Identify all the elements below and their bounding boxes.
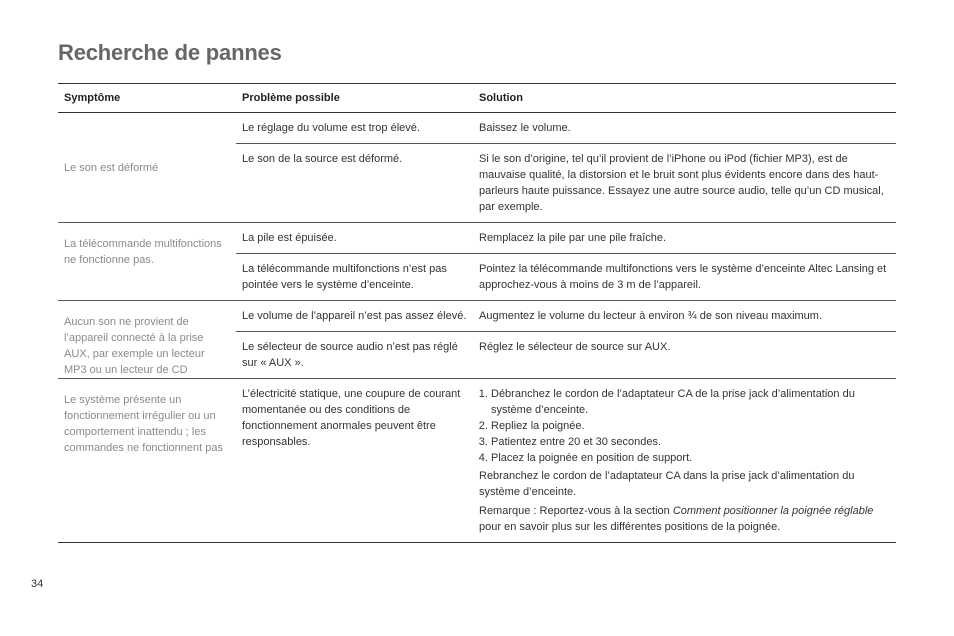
solution-cell <box>473 379 896 542</box>
solution-step: 4. Placez la poignée en position de support. <box>491 450 894 466</box>
solution-step: 1. Débranchez le cordon de l’adaptateur CA de la prise jack d’alimentation du système d’enceinte. <box>491 386 894 418</box>
problem-cell: Le son de la source est déformé. <box>242 153 403 165</box>
table-row <box>236 144 896 222</box>
problem-cell: La télécommande multifonctions n’est pas pointée vers le système d’enceinte. <box>242 263 447 291</box>
table-row <box>236 113 896 144</box>
solution-cell: Réglez le sélecteur de source sur AUX. <box>479 341 671 353</box>
solution-note <box>479 503 894 535</box>
note-section-reference: Comment positionner la poignée réglable <box>672 505 874 517</box>
solution-cell: Remplacez la pile par une pile fraîche. <box>479 232 667 244</box>
symptom-text: Le système présente un fonctionnement irrégulier ou un comportement inattendu ; les commandes ne fonctionnent pas <box>64 394 223 454</box>
problem-cell: L’électricité statique, une coupure de courant momentanée ou des conditions de fonctionnement anormales peuvent être responsables. <box>242 388 461 448</box>
symptom-cell <box>58 301 236 378</box>
page-number: 34 <box>31 578 44 590</box>
solution-cell: Si le son d’origine, tel qu’il provient de l’iPhone ou iPod (fichier MP3), est de mauvaise qualité, la distorsion et le bruit sont plus évidents encore dans des haut-parleurs haute puissance. Essayez une autre source audio, telle qu’un CD musical, par exemple. <box>479 153 884 213</box>
problem-cell: La pile est épuisée. <box>242 232 337 244</box>
header-solution: Solution <box>479 92 523 104</box>
table-row <box>236 332 896 378</box>
table-row <box>236 379 896 542</box>
table-header-row <box>58 84 896 113</box>
solution-cell: Baissez le volume. <box>479 122 571 134</box>
table-group <box>58 301 896 379</box>
table-row <box>236 301 896 332</box>
problem-cell: Le volume de l’appareil n’est pas assez élevé. <box>242 310 467 322</box>
note-suffix: pour en savoir plus sur les différentes positions de la poignée. <box>479 521 781 533</box>
symptom-text: Aucun son ne provient de l’appareil connecté à la prise AUX, par exemple un lecteur MP3 ou un lecteur de CD <box>64 316 205 376</box>
symptom-cell <box>58 223 236 300</box>
header-symptom: Symptôme <box>64 92 121 104</box>
solution-cell: Augmentez le volume du lecteur à environ ¾ de son niveau maximum. <box>479 310 823 322</box>
note-prefix: Remarque : Reportez-vous à la section <box>479 505 673 517</box>
problem-cell: Le réglage du volume est trop élevé. <box>242 122 420 134</box>
table-group <box>58 223 896 301</box>
solution-paragraph: Rebranchez le cordon de l’adaptateur CA dans la prise jack d’alimentation du système d’enceinte. <box>479 470 855 498</box>
table-group <box>58 379 896 542</box>
problem-cell: Le sélecteur de source audio n’est pas réglé sur « AUX ». <box>242 341 458 369</box>
solution-step: 3. Patientez entre 20 et 30 secondes. <box>491 434 894 450</box>
symptom-text: Le son est déformé <box>64 161 159 174</box>
symptom-cell <box>58 379 236 542</box>
troubleshooting-table <box>58 83 896 543</box>
table-row <box>236 254 896 300</box>
solution-steps <box>479 386 894 466</box>
solution-step: 2. Repliez la poignée. <box>491 418 894 434</box>
table-row <box>236 223 896 254</box>
symptom-cell <box>58 113 236 222</box>
table-group <box>58 113 896 223</box>
solution-cell: Pointez la télécommande multifonctions vers le système d’enceinte Altec Lansing et approchez-vous à moins de 3 m de l’appareil. <box>479 263 887 291</box>
header-problem: Problème possible <box>242 92 340 104</box>
symptom-text: La télécommande multifonctions ne fonctionne pas. <box>64 238 222 266</box>
page-title: Recherche de pannes <box>58 40 282 65</box>
